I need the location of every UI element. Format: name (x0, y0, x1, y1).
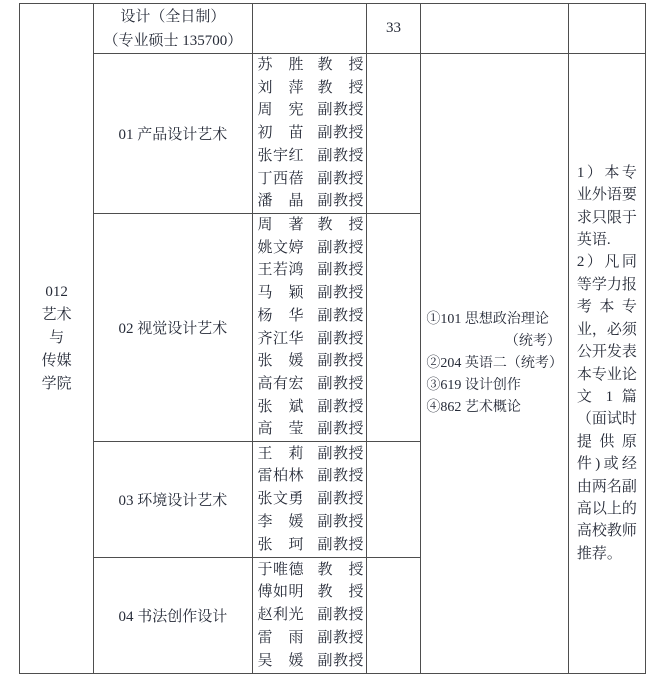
advisor-line (258, 581, 364, 604)
advisor-title: 副教授 (317, 125, 364, 142)
advisor-name: 雷雨 (257, 629, 304, 646)
admissions-table (19, 3, 646, 674)
enrollment-value: 33 (385, 20, 401, 36)
advisors-cell (252, 558, 366, 674)
direction-label-cell (94, 442, 252, 558)
advisor-title: 副教授 (317, 147, 364, 164)
advisor-line (258, 99, 364, 122)
advisor-line (258, 54, 364, 77)
advisor-line (258, 559, 364, 582)
advisor-name: 刘萍 (257, 79, 304, 96)
advisor-name: 于唯德 (257, 561, 304, 578)
advisor-name: 齐江华 (257, 330, 304, 347)
advisor-title: 教授 (317, 217, 364, 233)
advisor-name: 王若鸿 (257, 262, 304, 279)
advisor-name: 马颖 (257, 285, 304, 302)
advisor-title: 副教授 (317, 102, 364, 119)
advisor-name: 姚文婷 (257, 239, 304, 256)
exam-subjects-cell (421, 54, 569, 674)
advisor-line (258, 604, 364, 627)
advisor-title: 副教授 (317, 491, 364, 508)
empty-cell (421, 4, 569, 54)
advisor-name: 周著 (257, 217, 304, 233)
program-name-cell (94, 4, 252, 54)
exam-subjects (426, 309, 563, 419)
college-name (20, 281, 93, 396)
empty-cell (366, 214, 421, 442)
empty-cell (366, 558, 421, 674)
advisor-name: 张文勇 (257, 491, 304, 508)
advisor-name: 杨华 (257, 307, 304, 324)
advisor-line (258, 145, 364, 168)
college-cell (20, 4, 94, 674)
advisors-cell (252, 214, 366, 442)
exam-subject-line: ①101 思想政治理论 (426, 311, 549, 327)
enrollment-cell (366, 4, 421, 54)
advisor-title: 副教授 (317, 170, 364, 187)
advisor-title: 副教授 (317, 607, 364, 624)
advisor-line (258, 350, 364, 373)
advisor-name: 苏胜 (257, 57, 304, 74)
advisor-title: 副教授 (317, 330, 364, 347)
advisor-title: 副教授 (317, 513, 364, 530)
advisors-cell (252, 442, 366, 558)
advisor-title: 教授 (317, 57, 364, 74)
advisor-title: 副教授 (317, 239, 364, 256)
advisor-title: 副教授 (317, 629, 364, 646)
advisor-line (258, 259, 364, 282)
advisor-title: 副教授 (317, 468, 364, 485)
advisor-line (258, 511, 364, 534)
program-name-line1: 设计（全日制） (120, 8, 226, 25)
advisor-line (258, 328, 364, 351)
advisor-name: 张宇红 (257, 147, 304, 164)
advisor-name: 李媛 (257, 513, 304, 530)
advisor-line (258, 305, 364, 328)
advisor-title: 副教授 (317, 262, 364, 279)
direction-label-cell (94, 214, 252, 442)
advisor-name: 丁西蓓 (257, 170, 304, 187)
direction-row (20, 54, 646, 214)
advisor-name: 赵利光 (257, 607, 304, 624)
direction-label: 03 环境设计艺术 (118, 493, 228, 510)
advisor-line (258, 77, 364, 100)
advisor-line (258, 190, 364, 213)
advisor-title: 副教授 (317, 652, 364, 669)
college-name-line: 与 (49, 330, 65, 347)
advisor-name: 吴媛 (257, 652, 304, 669)
advisor-title: 副教授 (317, 353, 364, 370)
advisor-name: 高有宏 (257, 375, 304, 392)
advisor-name: 雷柏林 (257, 468, 304, 485)
advisor-name: 高莹 (257, 421, 304, 438)
advisor-name: 周宪 (257, 102, 304, 119)
direction-label: 01 产品设计艺术 (118, 127, 228, 143)
advisor-line (258, 396, 364, 419)
advisor-title: 副教授 (317, 285, 364, 302)
empty-cell (366, 442, 421, 558)
advisor-title: 教授 (317, 561, 364, 578)
advisor-line (258, 214, 364, 237)
advisor-line (258, 650, 364, 673)
college-code: 012 (45, 284, 68, 301)
advisor-title: 副教授 (317, 421, 364, 438)
exam-subject-line: ③619 设计创作 (426, 377, 521, 393)
exam-subject-line: ②204 英语二（统考） (426, 355, 563, 371)
program-name-line2: （专业硕士 135700） (103, 32, 243, 49)
direction-label: 02 视觉设计艺术 (118, 321, 228, 338)
exam-subject-line: ④862 艺术概论 (426, 399, 521, 415)
advisor-line (258, 443, 364, 466)
advisor-title: 副教授 (317, 398, 364, 415)
advisor-name: 张媛 (257, 353, 304, 370)
direction-label-cell (94, 558, 252, 674)
advisor-line (258, 237, 364, 260)
direction-label: 04 书法创作设计 (118, 609, 228, 626)
remark-note: 1）本专业外语要求只限于英语. (576, 164, 637, 249)
advisor-line (258, 418, 364, 441)
exam-subject-line: （统考） (504, 333, 561, 349)
advisor-line (258, 282, 364, 305)
advisor-line (258, 534, 364, 557)
empty-cell (366, 54, 421, 214)
advisor-title: 副教授 (317, 536, 364, 553)
remarks-cell (568, 54, 645, 674)
advisor-line (258, 465, 364, 488)
advisor-title: 副教授 (317, 307, 364, 324)
advisor-title: 副教授 (317, 193, 364, 210)
remark-note: 2）凡同等学力报考本专业，必须公开发表本专业论文 1 篇（面试时提供原件)或经由两名副高以上的高校教师推荐。 (576, 254, 637, 562)
advisor-title: 教授 (317, 79, 364, 96)
advisor-name: 初苗 (257, 125, 304, 142)
advisor-name: 潘晶 (257, 193, 304, 210)
advisor-name: 王莉 (257, 445, 304, 462)
advisor-line (258, 627, 364, 650)
remarks (577, 162, 637, 565)
advisor-title: 副教授 (317, 375, 364, 392)
college-name-line: 艺术 (41, 307, 72, 324)
advisor-name: 张斌 (257, 398, 304, 415)
advisor-name: 傅如明 (257, 584, 304, 601)
empty-cell (568, 4, 645, 54)
advisors-cell (252, 54, 366, 214)
advisor-line (258, 168, 364, 191)
empty-cell (252, 4, 366, 54)
advisor-line (258, 122, 364, 145)
direction-label-cell (94, 54, 252, 214)
college-name-line: 传媒 (41, 353, 72, 370)
advisor-line (258, 488, 364, 511)
college-name-line: 学院 (41, 376, 72, 393)
advisor-line (258, 373, 364, 396)
advisor-title: 副教授 (317, 445, 364, 462)
advisor-title: 教授 (317, 584, 364, 601)
advisor-name: 张珂 (257, 536, 304, 553)
